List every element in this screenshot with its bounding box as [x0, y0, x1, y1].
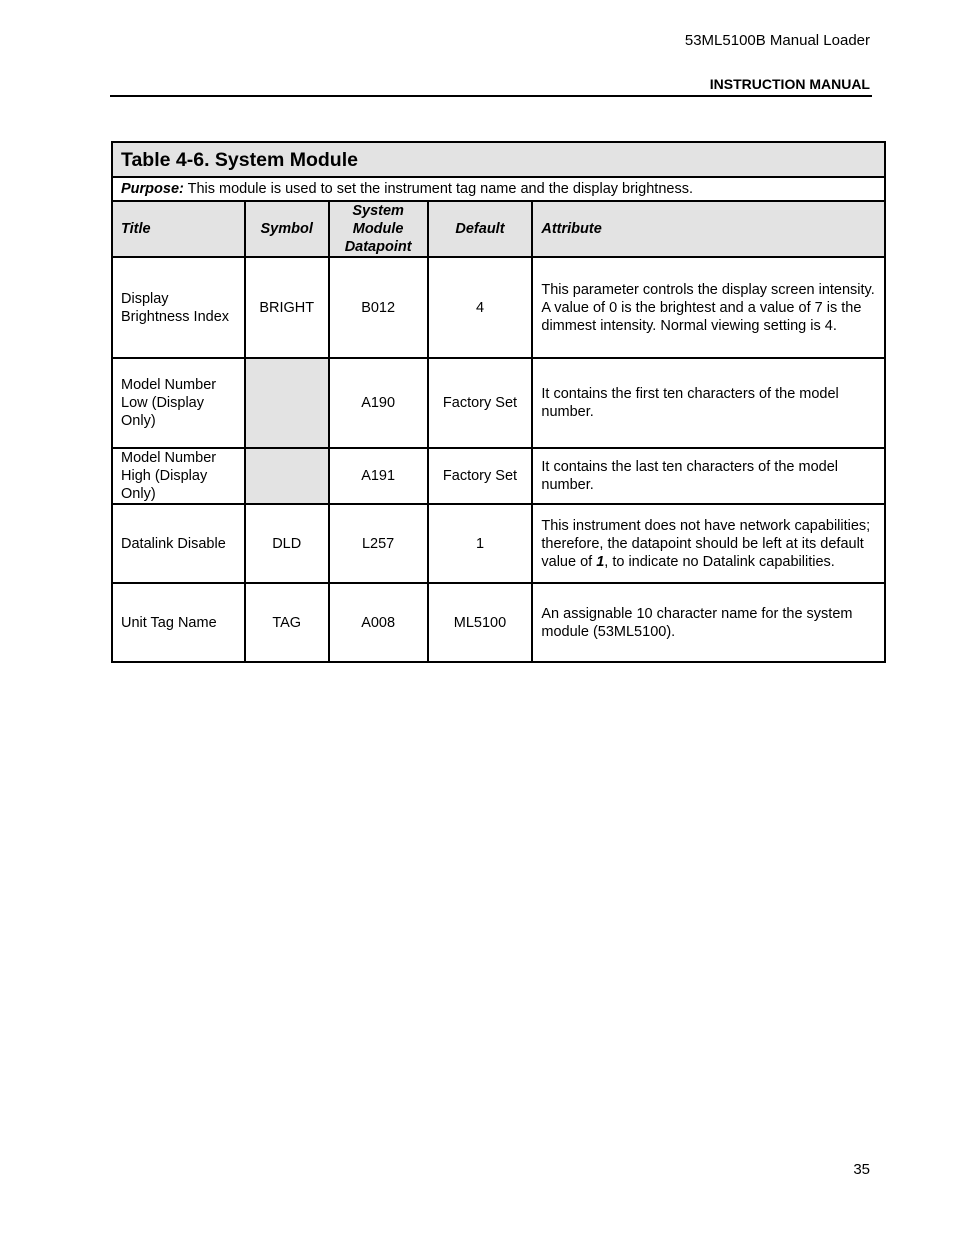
cell-datapoint: A008	[329, 583, 428, 662]
document-title: 53ML5100B Manual Loader	[684, 32, 870, 49]
table-row	[112, 257, 885, 358]
cell-default: ML5100	[428, 583, 533, 662]
cell-datapoint: B012	[329, 257, 428, 358]
cell-symbol: TAG	[245, 583, 329, 662]
cell-default: 4	[428, 257, 533, 358]
cell-attribute: An assignable 10 character name for the system module (53ML5100).	[532, 583, 885, 662]
header-rule	[110, 95, 872, 97]
column-header-row	[112, 201, 885, 257]
purpose-label: Purpose:	[121, 181, 184, 197]
table-row	[112, 358, 885, 448]
cell-title: Display Brightness Index	[112, 257, 245, 358]
cell-attribute: It contains the first ten characters of the model number.	[532, 358, 885, 448]
cell-symbol	[245, 358, 329, 448]
attribute-default-value: 1	[596, 553, 605, 570]
attribute-text-start: This instrument does not have network capabilities; therefore, the datapoint should be left at its default value of	[541, 517, 871, 570]
attribute-text-end: , to indicate no Datalink capabilities.	[604, 553, 835, 570]
cell-default: Factory Set	[428, 358, 533, 448]
table-row	[112, 448, 885, 504]
table-purpose	[112, 177, 885, 201]
cell-attribute	[532, 504, 885, 583]
cell-title: Model Number High (Display Only)	[112, 448, 245, 504]
cell-datapoint: L257	[329, 504, 428, 583]
column-header-default: Default	[428, 201, 533, 257]
cell-symbol	[245, 448, 329, 504]
system-module-table	[111, 141, 886, 663]
table-title: Table 4-6. System Module	[112, 142, 885, 177]
cell-default: 1	[428, 504, 533, 583]
cell-title: Unit Tag Name	[112, 583, 245, 662]
section-heading: INSTRUCTION MANUAL	[709, 76, 870, 92]
page-number: 35	[853, 1161, 870, 1178]
column-header-title: Title	[112, 201, 245, 257]
cell-default: Factory Set	[428, 448, 533, 504]
cell-symbol: BRIGHT	[245, 257, 329, 358]
column-header-datapoint: System Module Datapoint	[329, 201, 428, 257]
cell-symbol: DLD	[245, 504, 329, 583]
table-row	[112, 504, 885, 583]
cell-datapoint: A191	[329, 448, 428, 504]
cell-title: Datalink Disable	[112, 504, 245, 583]
column-header-symbol: Symbol	[245, 201, 329, 257]
purpose-text: This module is used to set the instrument tag name and the display brightness.	[183, 181, 693, 197]
table-row	[112, 583, 885, 662]
cell-datapoint: A190	[329, 358, 428, 448]
cell-attribute: This parameter controls the display screen intensity. A value of 0 is the brightest and a value of 7 is the dimmest intensity. Normal viewing setting is 4.	[532, 257, 885, 358]
cell-title: Model Number Low (Display Only)	[112, 358, 245, 448]
column-header-attribute: Attribute	[532, 201, 885, 257]
cell-attribute: It contains the last ten characters of the model number.	[532, 448, 885, 504]
